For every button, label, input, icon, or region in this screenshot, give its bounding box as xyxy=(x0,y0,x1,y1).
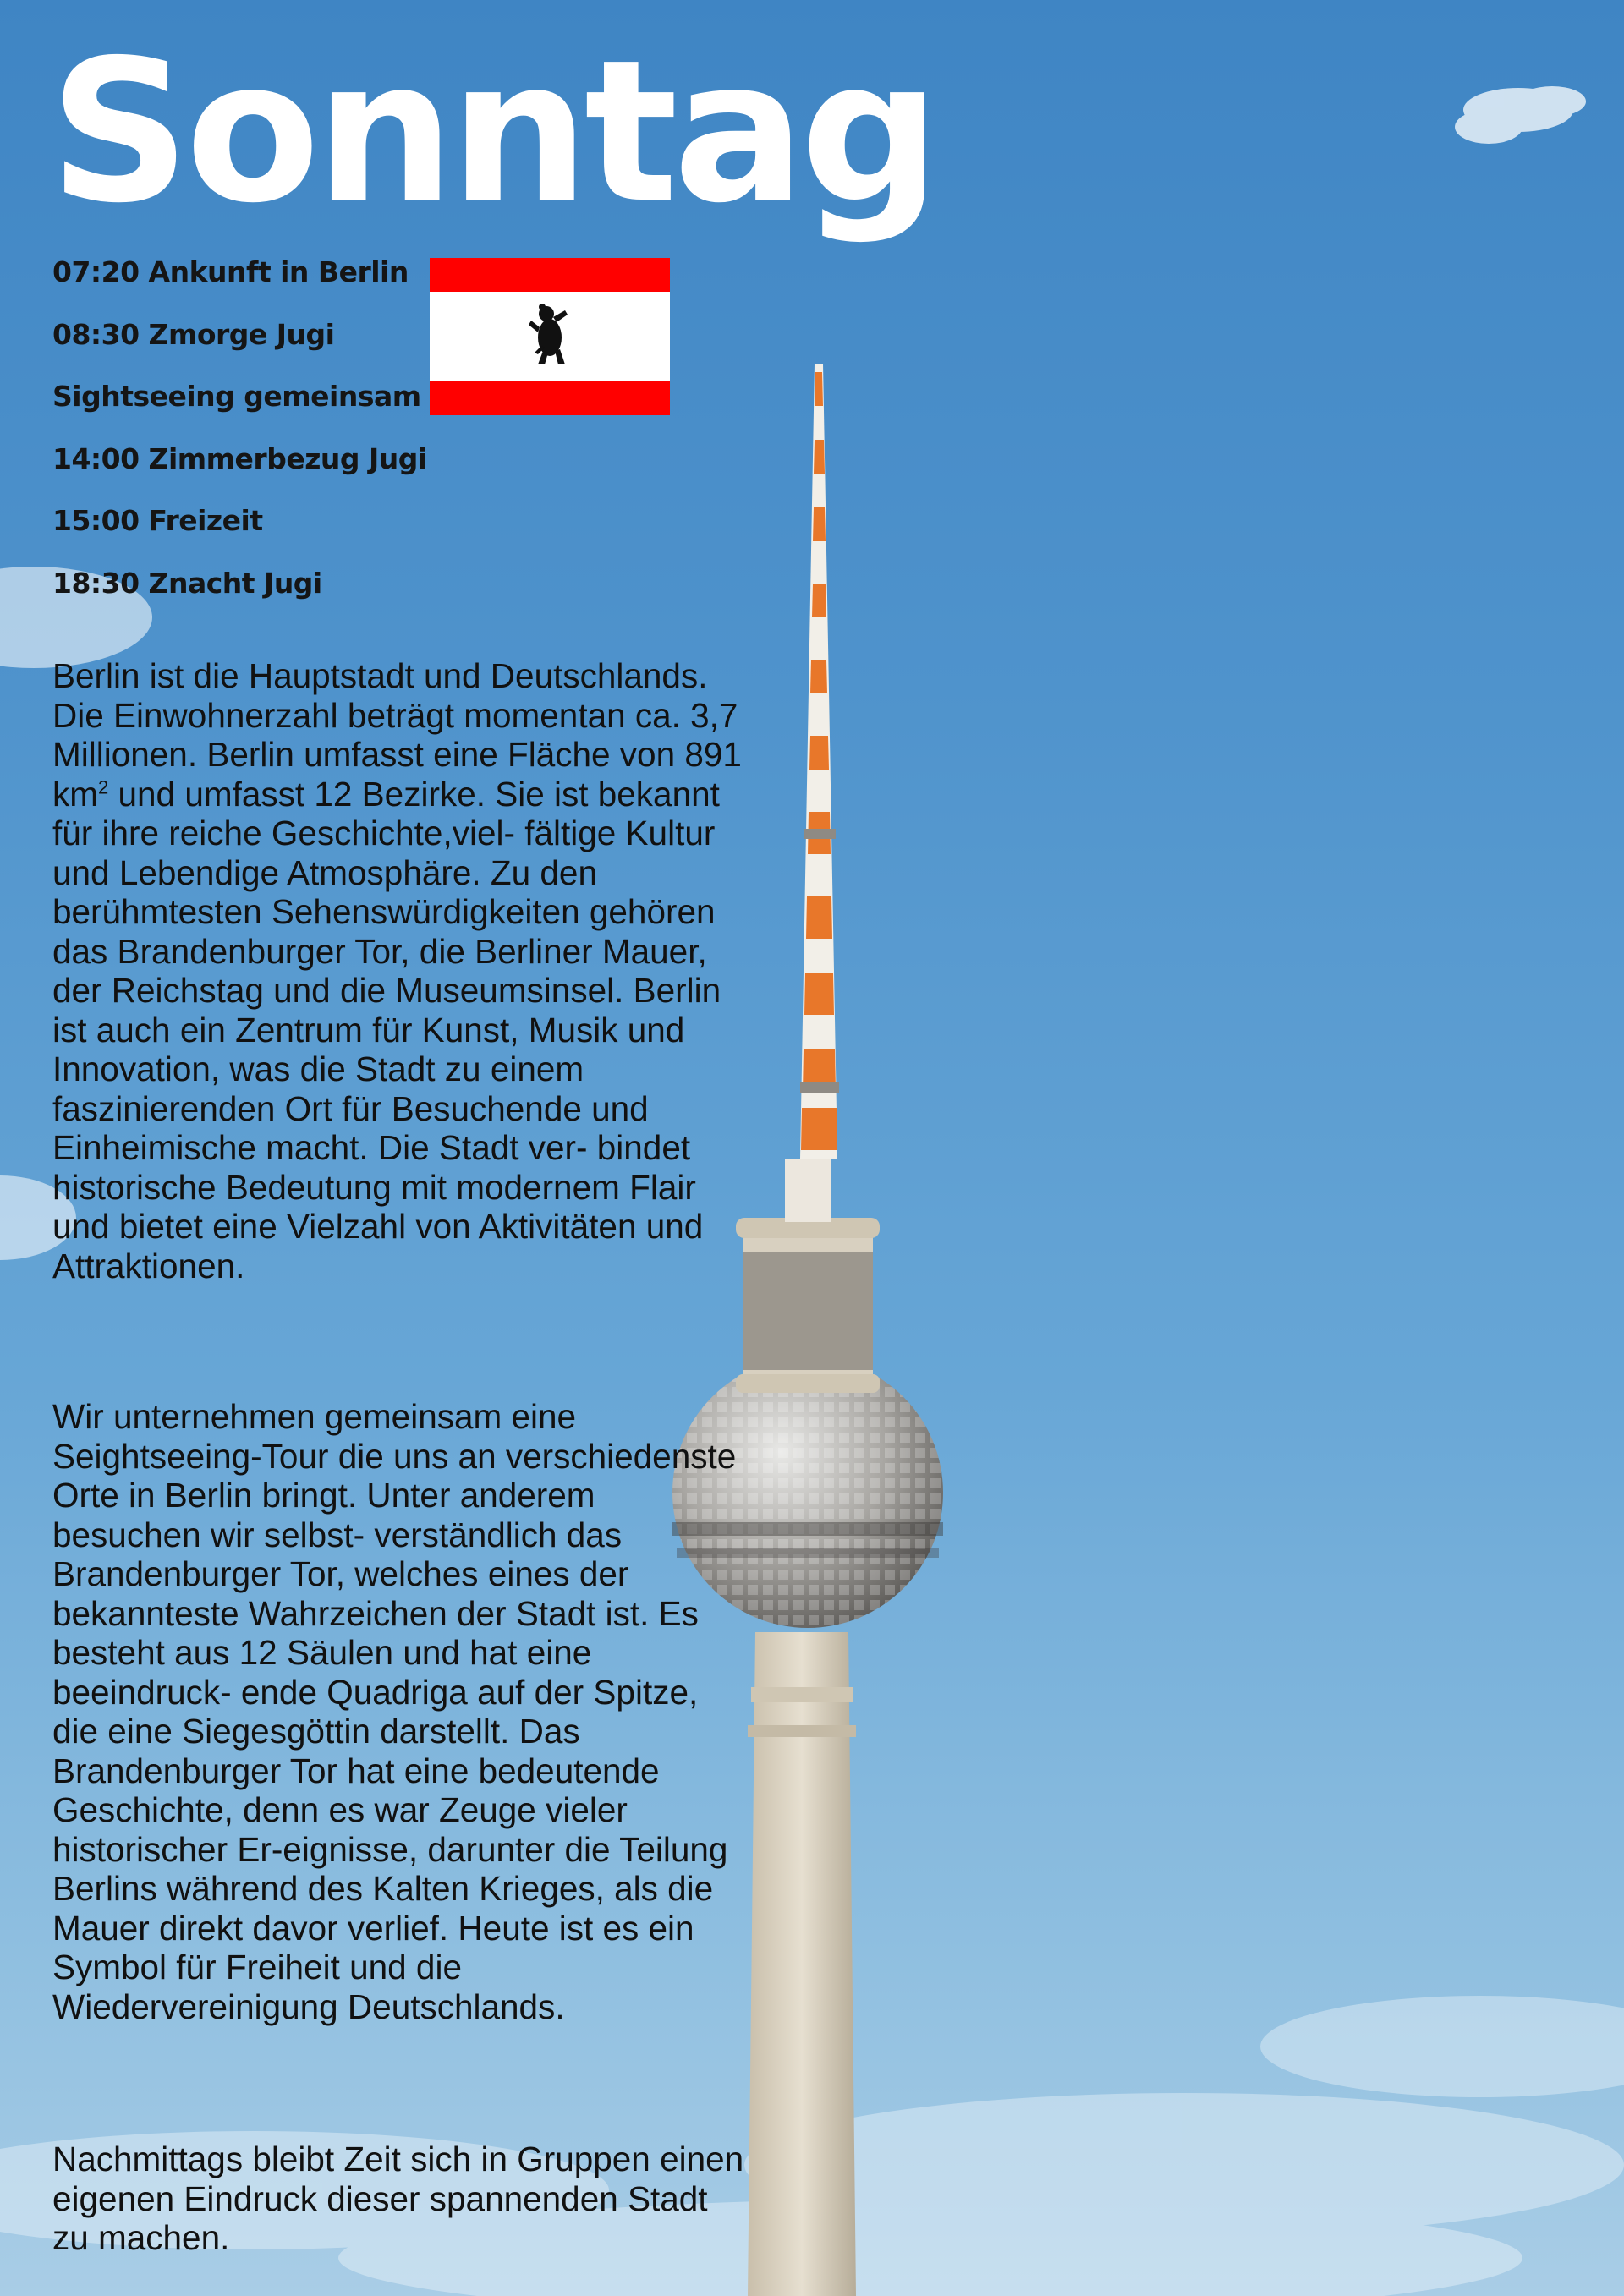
superscript-2: 2 xyxy=(98,776,109,797)
intro-paragraph xyxy=(52,656,746,1285)
tower-shaft-ring xyxy=(751,1687,853,1702)
page-title: Sonntag xyxy=(49,18,936,246)
intro-text-b: und umfasst 12 Bezirke. Sie ist bekannt für ihre reiche Geschichte,viel- fältige Kultur und Lebendige Atmosphäre. Zu den berühmtesten Sehenswürdigkeiten gehören das Brandenburger Tor, die Berliner Mauer, der Reichstag und die Museumsinsel. Berlin ist auch ein Zentrum für Kunst, Musik und Innovation, was die Stadt zu einem faszinierenden Ort für Besuchende und Einheimische macht. Die Stadt ver- bindet historische Bedeutung mit modernem Flair und bietet eine Vielzahl von Aktivitäten und Attraktionen. xyxy=(52,774,721,1285)
schedule-item: 18:30 Znacht Jugi xyxy=(52,566,322,600)
flag-bottom-stripe xyxy=(430,381,670,415)
schedule-list xyxy=(52,252,427,625)
sightseeing-paragraph xyxy=(52,1397,746,2026)
berlin-flag xyxy=(430,258,670,415)
sightseeing-text: Wir unternehmen gemeinsam eine Seightseeing-Tour die uns an verschiedenste Orte in Berlin bringt. Unter anderem besuchen wir selbst- verständlich das Brandenburger Tor, welches eines der bekannteste Wahrzeichen der Stadt ist. Es besteht aus 12 Säulen und hat eine beeindruck- ende Quadriga auf der Spitze, die eine Siegesgöttin darstellt. Das Brandenburger Tor hat eine bedeutende Geschichte, denn es war Zeuge vieler historischer Er-eignisse, darunter die Teilung Berlins während des Kalten Krieges, als die Mauer direkt davor verlief. Heute ist es ein Symbol für Freiheit und die Wiedervereinigung Deutschlands. xyxy=(52,1397,737,2026)
intro-text-a: Berlin ist die Hauptstadt und Deutschlands. Die Einwohnerzahl beträgt momentan ca. 3,7 Millionen. Berlin umfasst eine Fläche von 891 km xyxy=(52,656,742,814)
schedule-item: 14:00 Zimmerbezug Jugi xyxy=(52,441,427,475)
schedule-item: Sightseeing gemeinsam xyxy=(52,380,421,413)
flag-top-stripe xyxy=(430,258,670,292)
schedule-item: 07:20 Ankunft in Berlin xyxy=(52,255,409,288)
afternoon-paragraph xyxy=(52,2140,746,2258)
schedule-item: 15:00 Freizeit xyxy=(52,504,263,537)
schedule-item: 08:30 Zmorge Jugi xyxy=(52,317,335,351)
afternoon-text: Nachmittags bleibt Zeit sich in Gruppen einen eigenen Eindruck dieser spannenden Stadt zu machen. xyxy=(52,2140,744,2257)
